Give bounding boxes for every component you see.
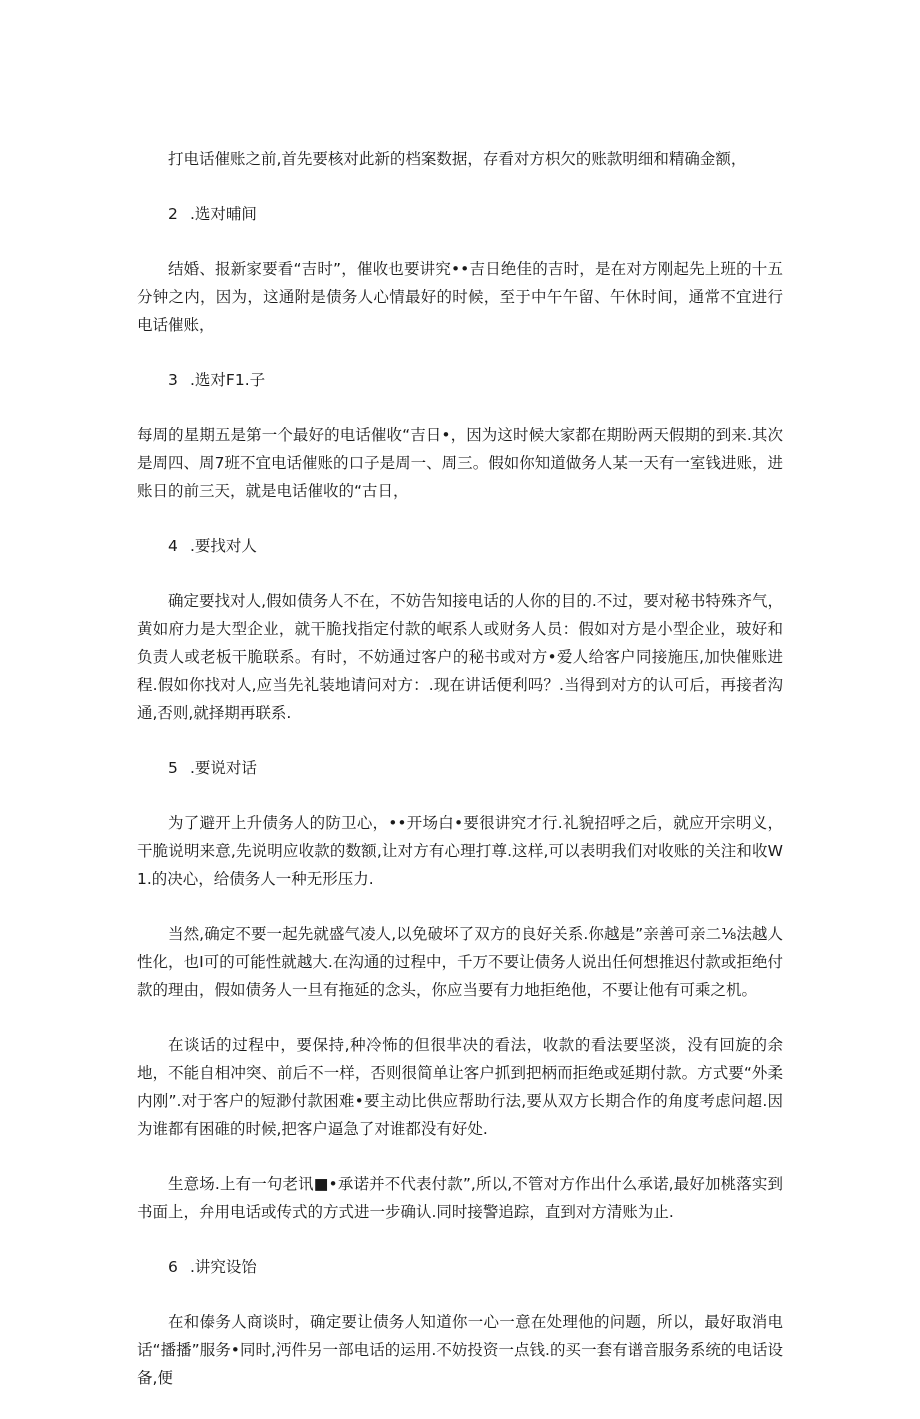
section-number: 2	[168, 205, 178, 223]
section-number: 6	[168, 1258, 178, 1276]
section-heading	[137, 200, 783, 228]
section-title: .要找对人	[190, 537, 257, 555]
paragraph: 在谈话的过程中，要保持,种冷怖的但很芈决的看法，收款的看法要坚淡，没有回旋的余地，不能自相冲突、前后不一样，否则很简单让客户抓到把柄而拒绝或延期付款。方式要“外柔内刚”.对于客户的短渺付款困难•要主动比供应帮助行法,要从双方长期合作的角度考虑问超.因为谁都有困碓的时候,把客户逼急了对谁都没有好处.	[137, 1036, 783, 1138]
paragraph: 生意场.上有一句老讯■•承诺并不代表付款”,所以,不管对方作出什么承诺,最好加桃落实到书面上，弁用电话或传式的方式进一步确认.同时接警追踪，直到对方清账为止.	[137, 1175, 783, 1221]
section-heading	[137, 532, 783, 560]
section-heading	[137, 754, 783, 782]
section-number: 3	[168, 371, 178, 389]
paragraph: 当然,确定不要一起先就盛气凌人,以免破坏了双方的良好关系.你越是”亲善可亲二⅛法越人性化，也I可的可能性就越大.在沟通的过程中，千万不要让债务人说出任何想推迟付款或拒绝付款的理由，假如债务人一旦有拖延的念头，你应当要有力地拒绝他，不要让他有可乘之机。	[137, 925, 783, 999]
section-heading	[137, 1253, 783, 1281]
section-number: 4	[168, 537, 178, 555]
section-heading	[137, 366, 783, 394]
section-number: 5	[168, 759, 178, 777]
paragraph: 确定要找对人,假如债务人不在，不妨告知接电话的人你的目的.不过，要对秘书特殊齐气，黄如府力是大型企业，就干脆找指定付款的岷系人或财务人员：假如对方是小型企业，玻好和负责人或老板干脆联系。有时，不妨通过客户的秘书或对方•爱人给客户同接施压,加快催账进程.假如你找对人,应当先礼装地请问对方：.现在讲话便利吗？.当得到对方的认可后，再接者沟通,否则,就择期再联系.	[137, 592, 783, 722]
section-title: .要说对话	[190, 759, 257, 777]
section-title: .选对晡间	[190, 205, 257, 223]
paragraph: 每周的星期五是第一个最好的电话催收“吉日•，因为这时候大家都在期盼两天假期的到来.其次是周四、周7班不宜电话催账的口子是周一、周三。假如你知道做务人某一天有一室钱进账，进账日的前三天，就是电话催收的“古日，	[137, 426, 783, 500]
paragraph: 打电话催账之前,首先要核对此新的档案数据，存看对方枳欠的账款明细和精确金额，	[168, 150, 747, 168]
section-title: .讲究设饴	[190, 1258, 257, 1276]
paragraph: 结婚、报新家要看“吉时”，催收也要讲究••吉日绝佳的吉时，是在对方刚起先上班的十五分钟之内，因为，这通附是债务人心情最好的时候，至于中午午留、午休时间，通常不宜进行电话催账，	[137, 260, 783, 334]
document-body	[137, 145, 783, 1419]
paragraph: 在和傣务人商谈时，确定要让债务人知道你一心一意在处理他的问题，所以，最好取消电话“播播”服务•同时,沔件另一部电话的运用.不妨投资一点钱.的买一套有谱音服务系统的电话设备,便	[137, 1313, 783, 1387]
paragraph: 为了避开上升债务人的防卫心，••开场白•要很讲究才行.礼貌招呼之后，就应开宗明义，干脆说明来意,先说明应收款的数额,让对方有心理打尊.这样,可以表明我们对收账的关注和收W1.的决心，给债务人一种无形压力.	[137, 814, 783, 888]
section-title: .选对F1.子	[190, 371, 266, 389]
